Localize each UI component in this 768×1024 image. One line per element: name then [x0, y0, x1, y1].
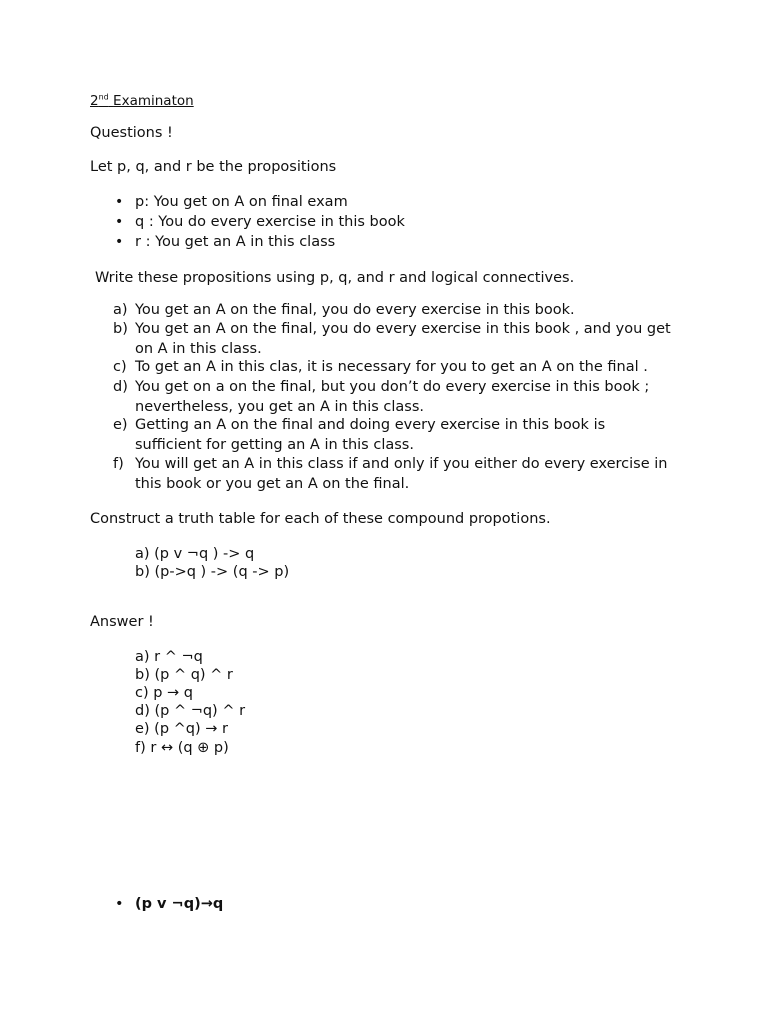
statement-text: You get an A on the final, you do every exercise in this book. [135, 302, 575, 318]
statement-letter: d) [113, 379, 128, 395]
statement-text: You will get an A in this class if and only if you either do every exercise in this book or you get an A on the final. [135, 456, 668, 492]
statement-item [113, 416, 673, 455]
answer-item: e) (p ^q) → r [135, 721, 228, 737]
statement-text: You get an A on the final, you do every exercise in this book , and you get on A in this class. [135, 321, 671, 357]
statement-item [113, 320, 673, 359]
proposition-item [115, 232, 335, 252]
statement-text: Getting an A on the final and doing every exercise in this book is sufficient for getting an A in this class. [135, 417, 606, 453]
questions-heading: Questions ! [90, 125, 173, 141]
intro-text: Let p, q, and r be the propositions [90, 159, 337, 175]
answer-item: b) (p ^ q) ^ r [135, 667, 233, 683]
answer-item: f) r ↔ (q ⊕ p) [135, 740, 229, 756]
truth-table-instruction: Construct a truth table for each of these compound propotions. [90, 511, 551, 527]
compound-item: a) (p v ¬q ) -> q [135, 546, 255, 562]
final-bullet-item [115, 894, 223, 914]
answer-item: d) (p ^ ¬q) ^ r [135, 703, 246, 719]
title-text: Examinaton [113, 93, 194, 109]
proposition-item [115, 212, 405, 232]
bullet-icon: • [115, 234, 124, 250]
bullet-icon: • [115, 194, 124, 210]
answer-item: a) r ^ ¬q [135, 649, 203, 665]
final-bullet-text: (p v ¬q)→q [135, 896, 224, 912]
bullet-icon: • [115, 214, 124, 230]
proposition-text: q : You do every exercise in this book [135, 214, 405, 230]
proposition-text: r : You get an A in this class [135, 234, 336, 250]
statement-item [113, 455, 673, 494]
statement-text: You get on a on the final, but you don’t do every exercise in this book ; nevertheless, you get an A in this class. [135, 379, 650, 415]
statement-letter: e) [113, 417, 128, 433]
statement-letter: b) [113, 321, 128, 337]
statement-letter: c) [113, 359, 127, 375]
statement-item [113, 378, 673, 417]
statement-letter: f) [113, 456, 124, 472]
compound-item: b) (p->q ) -> (q -> p) [135, 564, 290, 580]
title-number: 2 [90, 93, 99, 109]
page-title [90, 91, 194, 111]
proposition-text: p: You get on A on final exam [135, 194, 348, 210]
proposition-item [115, 192, 348, 212]
statement-item [113, 358, 673, 378]
instruction-text: Write these propositions using p, q, and r and logical connectives. [95, 270, 575, 286]
statement-text: To get an A in this clas, it is necessary for you to get an A on the final . [135, 359, 648, 375]
statement-item [113, 301, 673, 321]
answer-item: c) p → q [135, 685, 194, 701]
statement-letter: a) [113, 302, 128, 318]
title-superscript: nd [98, 92, 109, 102]
bullet-icon: • [115, 896, 124, 912]
answer-heading: Answer ! [90, 614, 154, 630]
